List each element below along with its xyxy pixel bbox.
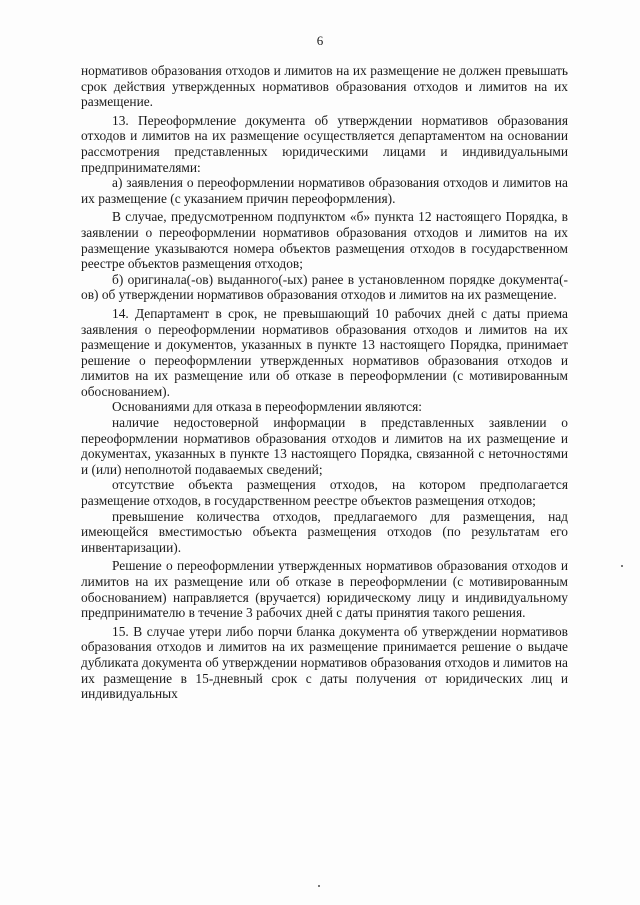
paragraph-decision: Решение о переоформлении утвержденных нормативов образования отходов и лимитов на их размещение или об отказе в переоформлении (с мотивированным обоснованием) направляется (вручается) юридическому лицу и индивидуальному предпринимателю в течение 3 рабочих дней с даты принятия такого решения.	[81, 558, 568, 621]
paragraph-ground-1: наличие недостоверной информации в представленных заявлении о переоформлении нормативов образования отходов и лимитов на их размещение и документах, указанных в пункте 13 настоящего Порядка, связанной с неточностями и (или) неполнотой подаваемых сведений;	[81, 415, 568, 477]
scan-artifact	[318, 885, 320, 887]
paragraph-13: 13. Переоформление документа об утверждении нормативов образования отходов и лимитов на их размещение осуществляется департаментом на основании рассмотрения представленных юридическими лицами и индивидуальными предпринимателями:	[81, 112, 568, 175]
paragraph-ground-2: отсутствие объекта размещения отходов, на котором предполагается размещение отходов, в государственном реестре объектов размещения отходов;	[81, 477, 568, 509]
paragraph-13-b: б) оригинала(-ов) выданного(-ых) ранее в установленном порядке документа(-ов) об утверждении нормативов образования отходов и лимитов на их размещение.	[81, 271, 568, 303]
paragraph-14: 14. Департамент в срок, не превышающий 10 рабочих дней с даты приема заявления о переоформлении нормативов образования отходов и лимитов на их размещение и документов, указанных в пункте 13 настоящего Порядка, принимает решение о переоформлении утвержденных нормативов образования отходов и лимитов на их размещение или об отказе в переоформлении (с мотивированным обоснованием).	[81, 305, 568, 399]
page-number: 6	[316, 33, 324, 48]
paragraph-13-a: а) заявления о переоформлении нормативов образования отходов и лимитов на их размещение (с указанием причин переоформления).	[81, 175, 568, 206]
document-body	[81, 63, 568, 702]
paragraph-refusal-grounds: Основаниями для отказа в переоформлении являются:	[112, 399, 422, 415]
paragraph-continuation: нормативов образования отходов и лимитов на их размещение не должен превышать срок действия утвержденных нормативов образования отходов и лимитов на их размещение.	[81, 63, 568, 110]
scan-artifact	[621, 565, 623, 567]
paragraph-15: 15. В случае утери либо порчи бланка документа об утверждении нормативов образования отходов и лимитов на их размещение принимается решение о выдаче дубликата документа об утверждении нормативов образования отходов и лимитов на их размещение в 15-дневный срок с даты получения от юридических лиц и индивидуальных	[81, 623, 568, 702]
paragraph-13-note: В случае, предусмотренном подпунктом «б» пункта 12 настоящего Порядка, в заявлении о переоформлении нормативов образования отходов и лимитов на их размещение указываются номера объектов размещения отходов в государственном реестре объектов размещения отходов;	[81, 209, 568, 272]
paragraph-ground-3: превышение количества отходов, предлагаемого для размещения, над имеющейся вместимостью объекта размещения отходов (по результатам его инвентаризации).	[81, 508, 568, 555]
